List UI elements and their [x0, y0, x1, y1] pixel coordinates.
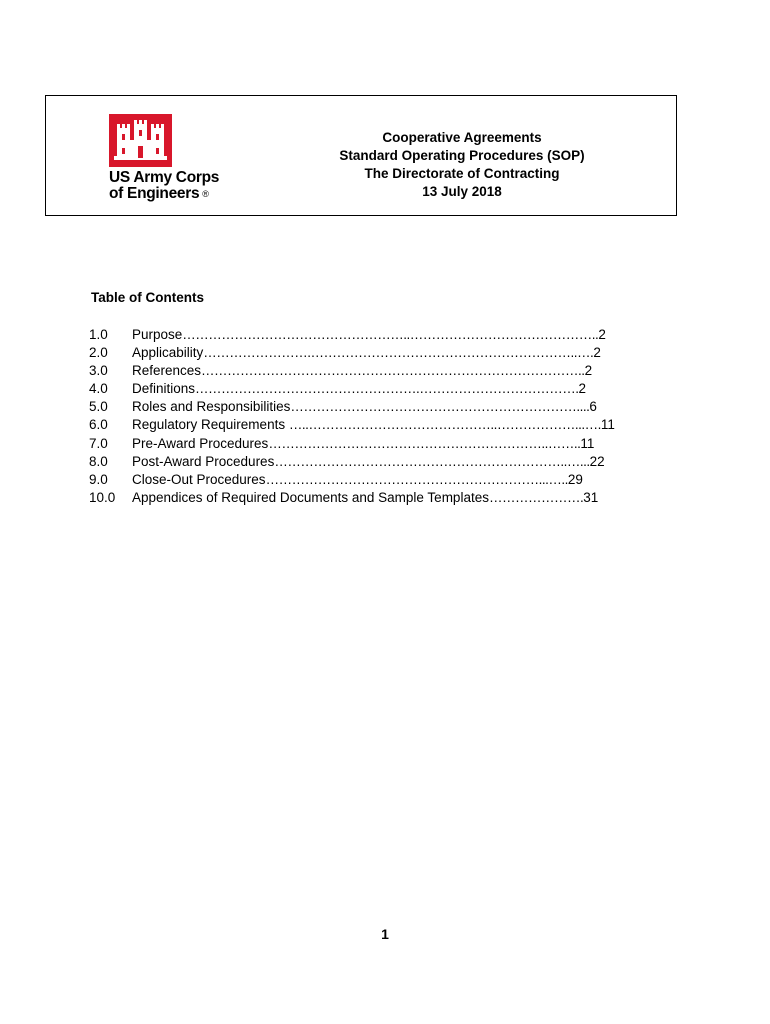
logo-line-1: US Army Corps — [109, 169, 220, 186]
toc-heading: Table of Contents — [91, 290, 204, 305]
toc-entry-page: 31 — [583, 489, 599, 505]
logo-wordmark — [109, 170, 219, 202]
toc-entry-title: Close-Out Procedures — [132, 471, 266, 487]
toc-entry-title: Applicability — [132, 345, 204, 361]
toc-entry-title: Purpose — [132, 327, 183, 342]
toc-entry-title: Definitions — [132, 381, 196, 397]
toc-entry-page: 11 — [580, 435, 595, 451]
toc-entry-page: 11 — [600, 417, 615, 433]
toc-entry[interactable] — [89, 435, 669, 453]
toc-entry-number: 9.0 — [89, 471, 108, 487]
toc-entry-title: Regulatory Requirements — [132, 417, 289, 433]
toc-entry-number: 2.0 — [89, 345, 108, 361]
toc-dot-leader: …..……………………………………..………………...…. — [288, 417, 601, 433]
toc-list — [89, 326, 669, 507]
page-number: 1 — [381, 926, 389, 942]
toc-dot-leader: ……………………………………………..…………………………………….. — [182, 327, 599, 342]
toc-entry-page: 22 — [589, 453, 605, 469]
document-date: 13 July 2018 — [422, 184, 502, 199]
toc-entry-title: Roles and Responsibilities — [132, 399, 291, 415]
toc-entry-number: 6.0 — [89, 417, 108, 433]
usace-logo — [109, 114, 224, 206]
toc-dot-leader: ………………………………………………………….... — [290, 399, 590, 415]
toc-entry-title: Pre-Award Procedures — [132, 435, 269, 451]
castle-icon — [109, 114, 172, 167]
toc-entry-page: 6 — [589, 399, 597, 415]
toc-entry-number: 7.0 — [89, 435, 108, 451]
toc-entry-page: 2 — [578, 381, 587, 397]
toc-entry[interactable] — [89, 489, 669, 507]
title-line-2: Standard Operating Procedures (SOP) — [339, 148, 585, 163]
toc-entry-number: 4.0 — [89, 381, 108, 397]
toc-dot-leader: …………………………………………….………………………………. — [195, 381, 579, 397]
toc-entry-number: 1.0 — [89, 327, 108, 342]
toc-entry-page: 2 — [593, 345, 601, 361]
toc-entry[interactable] — [89, 326, 669, 344]
toc-entry[interactable] — [89, 344, 669, 362]
toc-entry[interactable] — [89, 471, 669, 489]
toc-dot-leader: …………………………………………………………..…... — [274, 453, 590, 469]
title-line-1: Cooperative Agreements — [382, 130, 542, 145]
logo-line-2: of Engineers — [109, 185, 200, 202]
toc-entry-title: Post-Award Procedures — [132, 453, 275, 469]
toc-dot-leader: …………………………………………………………………………….. — [201, 363, 585, 379]
toc-dot-leader: …………………. — [488, 489, 584, 505]
toc-entry-number: 3.0 — [89, 363, 108, 379]
document-title-block — [282, 129, 642, 201]
toc-entry[interactable] — [89, 398, 669, 416]
toc-entry[interactable] — [89, 453, 669, 471]
toc-entry-title: Appendices of Required Documents and Sample Templates — [132, 489, 489, 505]
toc-entry-page: 2 — [584, 363, 593, 379]
toc-entry-page: 2 — [598, 327, 606, 342]
toc-dot-leader: …………………….……………………………………………………..…. — [203, 345, 594, 361]
toc-entry[interactable] — [89, 416, 669, 434]
header-box — [45, 95, 677, 216]
toc-entry-title: References — [132, 363, 202, 379]
toc-dot-leader: ………………………………………………………...….. — [265, 471, 568, 487]
toc-dot-leader: ………………………………………………………..…….. — [268, 435, 581, 451]
title-line-3: The Directorate of Contracting — [364, 166, 560, 181]
toc-entry-page: 29 — [567, 471, 583, 487]
toc-entry-number: 5.0 — [89, 399, 108, 415]
toc-entry[interactable] — [89, 362, 669, 380]
toc-entry-number: 10.0 — [89, 489, 116, 505]
registered-mark: ® — [202, 189, 209, 199]
toc-entry[interactable] — [89, 380, 669, 398]
toc-entry-number: 8.0 — [89, 453, 108, 469]
